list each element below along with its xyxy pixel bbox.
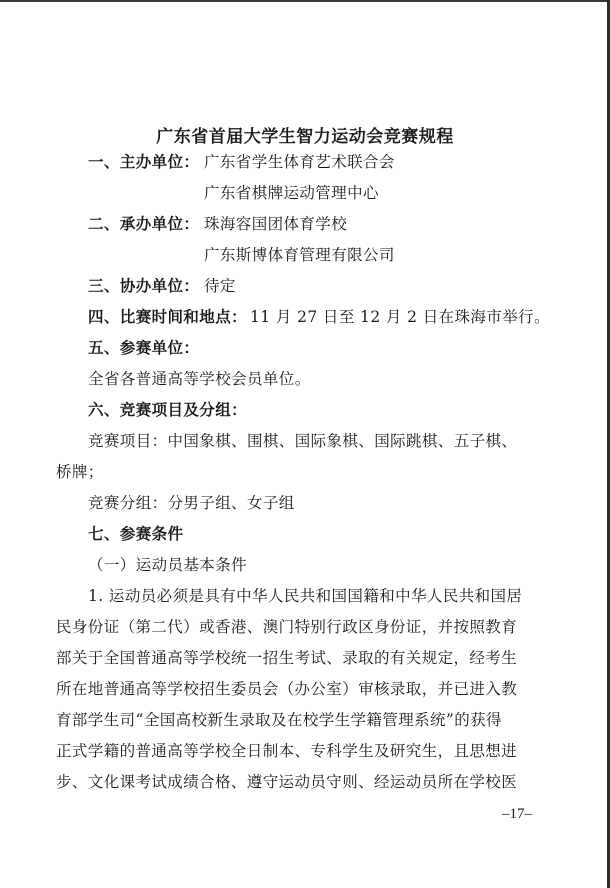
section-1-label: 一、主办单位： (88, 152, 200, 171)
section-7-paragraph-line-6: 正式学籍的普通高等学校全日制本、专科学生及研究生，且思想进 (56, 742, 518, 760)
section-7-paragraph-line-4: 所在地普通高等学校招生委员会（办公室）审核录取，并已进入教 (56, 680, 518, 698)
section-5-value: 全省各普通高等学校会员单位。 (88, 370, 311, 388)
section-2-label: 二、承办单位： (88, 214, 200, 233)
section-3-label: 三、协办单位： (88, 276, 200, 295)
section-7-label: 七、参赛条件 (88, 524, 184, 543)
section-4-label: 四、比赛时间和地点： (88, 307, 248, 326)
section-5-label: 五、参赛单位： (88, 338, 200, 357)
section-6-item-1-line-2: 桥牌； (56, 463, 104, 481)
section-2-value-2: 广东斯博体育管理有限公司 (204, 246, 395, 264)
section-2-value-1: 珠海容国团体育学校 (204, 215, 348, 233)
page-number: –17– (502, 806, 532, 822)
section-6-item-2: 竞赛分组：分男子组、女子组 (88, 494, 295, 512)
document-title: 广东省首届大学生智力运动会竞赛规程 (156, 127, 454, 147)
section-1-value-2: 广东省棋牌运动管理中心 (204, 184, 379, 202)
section-3-value: 待定 (204, 277, 236, 295)
section-7-paragraph-line-5: 育部学生司“全国高校新生录取及在校学生学籍管理系统”的获得 (56, 711, 502, 729)
section-1-value-1: 广东省学生体育艺术联合会 (204, 153, 395, 171)
scan-edge-top (0, 0, 610, 2)
section-7-paragraph-line-2: 民身份证（第二代）或香港、澳门特别行政区身份证，并按照教育 (56, 618, 518, 636)
section-6-label: 六、竞赛项目及分组： (88, 400, 248, 419)
section-7-subheading: （一）运动员基本条件 (88, 556, 248, 574)
section-4-value: 11 月 27 日至 12 月 2 日在珠海市举行。 (250, 308, 550, 326)
section-7-paragraph-line-7: 步、文化课考试成绩合格、遵守运动员守则、经运动员所在学校医 (56, 773, 518, 791)
section-6-item-1-line-1: 竞赛项目：中国象棋、围棋、国际象棋、国际跳棋、五子棋、 (88, 432, 518, 450)
section-7-paragraph-line-3: 部关于全国普通高等学校统一招生考试、录取的有关规定，经考生 (56, 649, 518, 667)
section-7-paragraph-line-1: 1. 运动员必须是具有中华人民共和国国籍和中华人民共和国居 (88, 587, 523, 605)
